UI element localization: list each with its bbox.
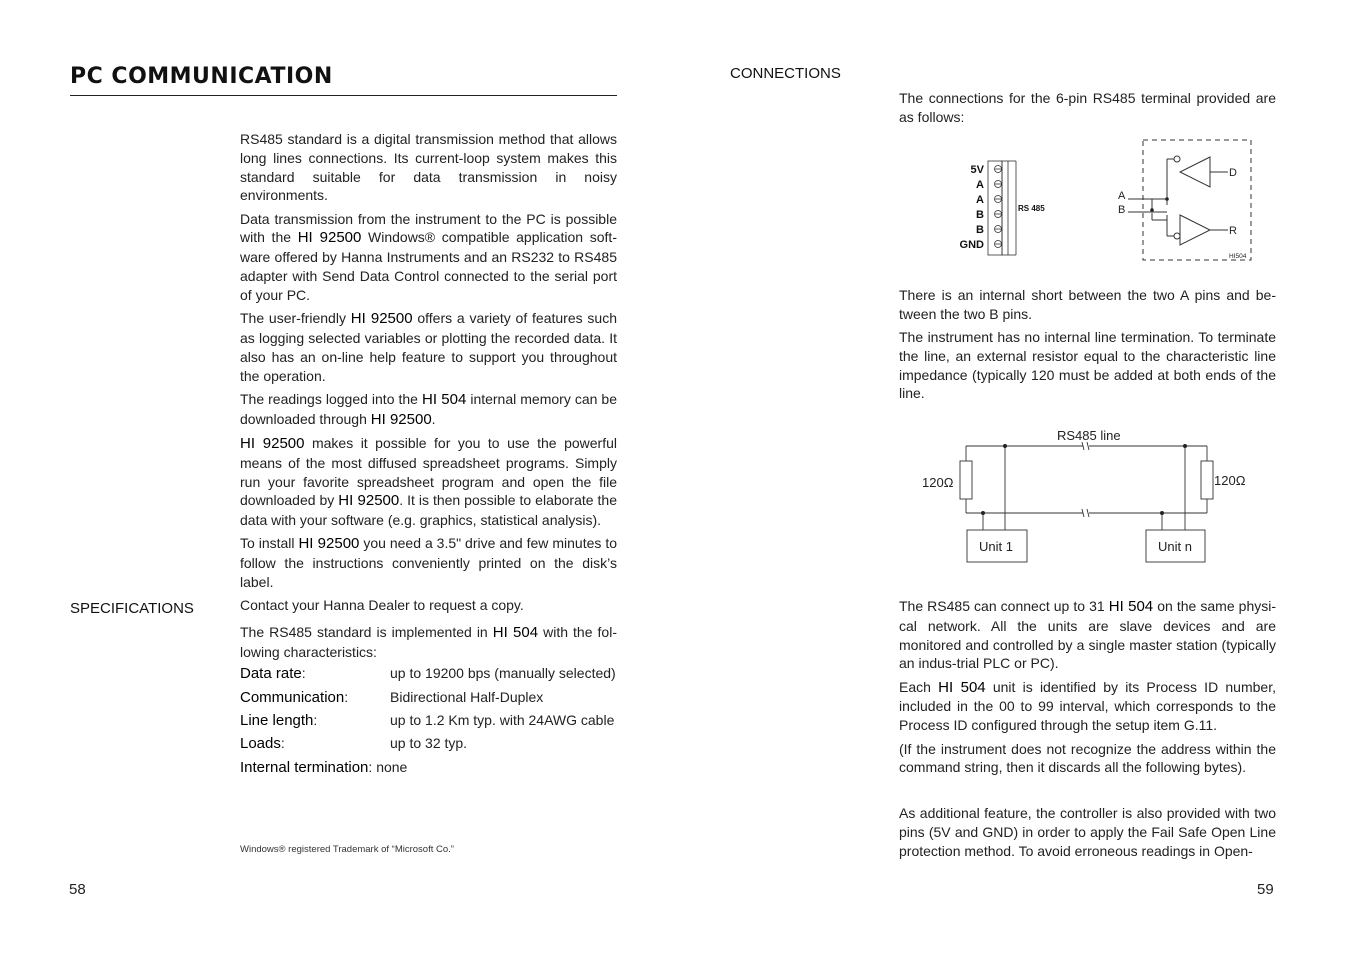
paragraph-termination: The instrument has no internal line termination. To terminate the line, an external resistor equal to the characteristic line impedance (typically 120 must be added at both ends of the line.: [899, 329, 1276, 402]
paragraph-data-transmission: Data transmission from the instrument to the PC is possible with the HI 92500 Windows® compatible application soft-ware offered by Hanna Instruments and an RS232 to RS485 adapter with Send Data Control connected to the serial port of your PC.: [240, 210, 617, 303]
paragraph-readings-logged: The readings logged into the HI 504 internal memory can be downloaded through HI 92500.: [240, 390, 617, 428]
junction-dot-2: [981, 511, 985, 515]
pin-label-gnd: GND: [959, 239, 984, 251]
paragraph-user-friendly: The user-friendly HI 92500 offers a variety of features such as logging selected variables or plotting the recorded data. It also has an on-line help feature to support you throughout the operation.: [240, 310, 617, 384]
paragraph-internal-short: There is an internal short between the two A pins and be-tween the two B pins.: [899, 287, 1276, 322]
specifications-heading: SPECIFICATIONS: [70, 600, 194, 617]
paragraph-rs485: RS485 standard is a digital transmission method that allows long lines connections. Its current-loop system makes this standard suitable for data transmission in noisy environments.: [240, 131, 617, 204]
terminal-label: RS 485: [1018, 204, 1045, 213]
terminal-block: [988, 161, 1016, 255]
line-label: RS485 line: [1057, 428, 1121, 443]
output-label-d: D: [1229, 167, 1237, 179]
connections-notes: [899, 286, 1276, 408]
rs485-terminal-diagram: [940, 135, 1270, 265]
network-text: [899, 597, 1276, 782]
junction-dot-b: [1165, 197, 1169, 201]
paragraph-contact: Contact your Hanna Dealer to request a copy.: [240, 597, 524, 614]
paragraph-failsafe: As additional feature, the controller is also provided with two pins (5V and GND) in order to apply the Fail Safe Open Line protection method. To avoid erroneous readings in Open-: [899, 805, 1276, 859]
resistor-label-left: 120Ω: [922, 475, 954, 490]
pc-communication-body: [240, 130, 617, 620]
trademark-footnote: Windows® registered Trademark of “Microsoft Co.”: [240, 844, 454, 855]
spec-row-line-length: Line length: up to 1.2 Km typ. with 24AWG cable: [240, 712, 615, 729]
junction-dot-a: [1150, 208, 1154, 212]
terminal-pin-labels: [960, 164, 985, 251]
input-label-b: B: [1118, 204, 1126, 216]
pin-label-5v: 5V: [970, 164, 984, 176]
page-number-right: 59: [1257, 881, 1274, 898]
input-label-a: A: [1118, 190, 1126, 202]
connections-intro: The connections for the 6-pin RS485 terminal provided are as follows:: [899, 90, 1276, 125]
unit-label-n: Unit n: [1158, 539, 1192, 554]
page-title: PC COMMUNICATION: [70, 64, 333, 89]
diagram-ref: HI504: [1229, 253, 1247, 260]
junction-dot-3: [1183, 444, 1187, 448]
unit-label-1: Unit 1: [979, 539, 1013, 554]
paragraph-spreadsheet: HI 92500 makes it possible for you to use the powerful means of the most diffused spreadsheet programs. Simply run your favorite spreadsheet program and open the file downloaded by HI 92500. It is then possible to elaborate the data with your software (e.g. graphics, statistical analysis).: [240, 434, 617, 529]
output-label-r: R: [1229, 225, 1237, 237]
pin-label-b1: B: [976, 209, 984, 221]
specifications-intro: The RS485 standard is implemented in HI 504 with the fol-lowing characteristics:: [240, 624, 617, 660]
pin-label-a2: A: [976, 194, 984, 206]
failsafe-text: [899, 804, 1276, 865]
junction-dot-4: [1160, 511, 1164, 515]
paragraph-network: The RS485 can connect up to 31 HI 504 on the same physi-cal network. All the units are slave devices and are monitored and controlled by a single master station (typically an indus-trial PLC or PC).: [899, 598, 1277, 672]
driver-box: [1128, 140, 1251, 260]
paragraph-install: To install HI 92500 you need a 3.5" drive and few minutes to follow the instructions conveniently printed on the disk’s label.: [240, 535, 617, 591]
spec-row-internal-termination: Internal termination: none: [240, 759, 408, 776]
pin-label-a1: A: [976, 179, 984, 191]
pin-label-b2: B: [976, 224, 984, 236]
spec-row-data-rate: Data rate: up to 19200 bps (manually selected): [240, 665, 616, 682]
page-number-left: 58: [69, 881, 86, 898]
junction-dot-1: [1003, 444, 1007, 448]
resistor-label-right: 120Ω: [1214, 473, 1246, 488]
connections-heading: CONNECTIONS: [730, 65, 841, 82]
title-rule: [70, 95, 617, 96]
rs485-line-diagram: [915, 423, 1246, 568]
paragraph-address-note: (If the instrument does not recognize the address within the command string, then it discards all the following bytes).: [899, 740, 1276, 776]
spec-row-loads: Loads: up to 32 typ.: [240, 735, 468, 752]
paragraph-process-id: Each HI 504 unit is identified by its Process ID number, included in the 00 to 99 interval, which corresponds to the Process ID configured through the setup item G.11.: [899, 678, 1276, 734]
spec-row-communication: Communication: Bidirectional Half-Duplex: [240, 689, 544, 706]
